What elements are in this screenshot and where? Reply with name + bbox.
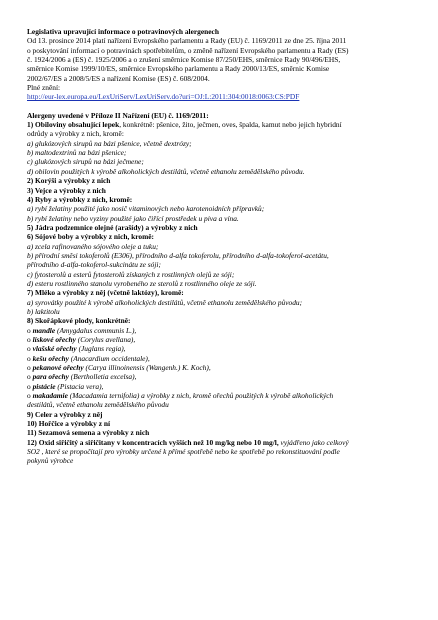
exception-line: c) glukózových sirupů na bázi ječmene; <box>27 157 144 167</box>
nut-line: o pekanové ořechy (Carya illinoinensis (Wangenh.) K. Koch), <box>27 363 211 373</box>
allergen-item-12: 12) Oxid siřičitý a siřičitany v koncentracích vyšších než 10 mg/kg nebo 10 mg/l, vyjádřeno jako celkový <box>27 437 349 447</box>
exception-line: b) přírodní směsi tokoferolů (E306), přírodního d-alfa tokoferolu, přírodního d-alfa-tokoferol-acetátu, <box>27 250 329 260</box>
legislation-line: Od 13. prosince 2014 platí nařízení Evropského parlamentu a Rady (EU) č. 1169/2011 ze dne 25. října 2011 <box>27 36 347 46</box>
exception-line: a) rybí želatiny použité jako nosič vitaminových nebo karotenoidních přípravků; <box>27 204 265 214</box>
nut-line: o vlašské ořechy (Juglans regia), <box>27 344 126 354</box>
allergen-item-1-cont: odrůdy a výrobky z nich, kromě: <box>27 129 124 139</box>
allergen-item-11: 11) Sezamová semena a výrobky z nich <box>27 428 150 438</box>
exception-line: b) laktitolu <box>27 306 60 316</box>
allergen-item-12-cont: pokynů výrobce <box>27 456 74 466</box>
legislation-section <box>27 27 412 102</box>
exception-line: d) esteru rostlinného stanolu vyrobeného ze sterolů z rostlinného oleje ze sóji. <box>27 278 257 288</box>
nut-line-cont: destilátů, včetně ethanolu zemědělského původu <box>27 400 169 410</box>
allergen-item-9: 9) Celer a výrobky z něj <box>27 409 103 419</box>
allergen-item-12-cont: SO2 , které se propočítají pro výrobky určené k přímé spotřebě nebo ke spotřebě po rekonstituování podle <box>27 447 340 457</box>
exception-line: a) glukózových sirupů na bázi pšenice, včetně dextrózy; <box>27 138 192 148</box>
legislation-line: č. 1924/2006 a (ES) č. 1925/2006 a o zrušení směrnice Komise 87/250/EHS, směrnice Rady 90/496/EHS, <box>27 55 341 65</box>
exception-line: přírodního d-alfa-tokoferol-sukcinátu ze sóji; <box>27 260 161 270</box>
allergen-item-3: 3) Vejce a výrobky z nich <box>27 185 106 195</box>
allergens-section <box>27 111 412 466</box>
full-text-label: Plné znění: <box>27 83 61 93</box>
nut-line: o makadamie (Macadamia ternifolia) a výrobky z nich, kromě ořechů použitých k výrobě alkoholických <box>27 391 334 401</box>
allergens-heading: Alergeny uvedené v Příloze II Nařízení (EU) č. 1169/2011: <box>27 110 209 120</box>
legislation-line: o poskytování informací o potravinách spotřebitelům, o změně nařízení Evropského parlamentu a Rady (ES) <box>27 45 349 55</box>
nut-line: o mandle (Amygdalus communis L.), <box>27 325 137 335</box>
allergen-item-10: 10) Hořčice a výrobky z ní <box>27 419 110 429</box>
allergen-item-1: 1) Obiloviny obsahující lepek, konkrétně: pšenice, žito, ječmen, oves, špalda, kamut nebo jejich hybridní <box>27 120 342 130</box>
allergen-item-7: 7) Mléko a výrobky z něj (včetně laktózy), kromě: <box>27 288 184 298</box>
allergen-item-5: 5) Jádra podzemnice olejné (arašídy) a výrobky z nich <box>27 222 198 232</box>
legislation-line: 2002/67/ES a 2008/5/ES a nařízení Komise (ES) č. 608/2004. <box>27 73 210 83</box>
nut-line: o pistácie (Pistacia vera), <box>27 381 104 391</box>
exception-line: a) syrovátky použité k výrobě alkoholických destilátů, včetně ethanolu zemědělského původu; <box>27 297 303 307</box>
allergen-item-6: 6) Sójové boby a výrobky z nich, kromě: <box>27 232 155 242</box>
exception-line: c) fytosterolů a esterů fytosterolů získaných z rostlinných olejů ze sóji; <box>27 269 235 279</box>
exception-line: b) maltodextrinů na bázi pšenice; <box>27 148 127 158</box>
allergen-item-8: 8) Skořápkové plody, konkrétně: <box>27 316 131 326</box>
regulation-link[interactable]: http://eur-lex.europa.eu/LexUriServ/LexUriServ.do?uri=OJ:L:2011:304:0018:0063:CS:PDF <box>27 92 300 102</box>
legislation-line: směrnice Komise 1999/10/ES, směrnice Evropského parlamentu a Rady 2000/13/ES, směrnic Komise <box>27 64 330 74</box>
exception-line: d) obilovin použitých k výrobě alkoholických destilátů, včetně ethanolu zemědělského původu. <box>27 166 305 176</box>
legislation-heading: Legislativa upravující informace o potravinových alergenech <box>27 27 219 36</box>
exception-line: b) rybí želatiny nebo vyziny použité jako čiřící prostředek u piva a vína. <box>27 213 239 223</box>
nut-line: o lískové ořechy (Corylus avellana), <box>27 335 136 344</box>
allergen-item-4: 4) Ryby a výrobky z nich, kromě: <box>27 194 133 204</box>
allergen-item-2: 2) Korýši a výrobky z nich <box>27 176 111 186</box>
nut-line: o para ořechy (Bertholletia excelsa), <box>27 372 137 382</box>
nut-line: o kešu ořechy (Anacardium occidentale), <box>27 353 150 363</box>
exception-line: a) zcela rafinovaného sójového oleje a tuku; <box>27 241 159 251</box>
